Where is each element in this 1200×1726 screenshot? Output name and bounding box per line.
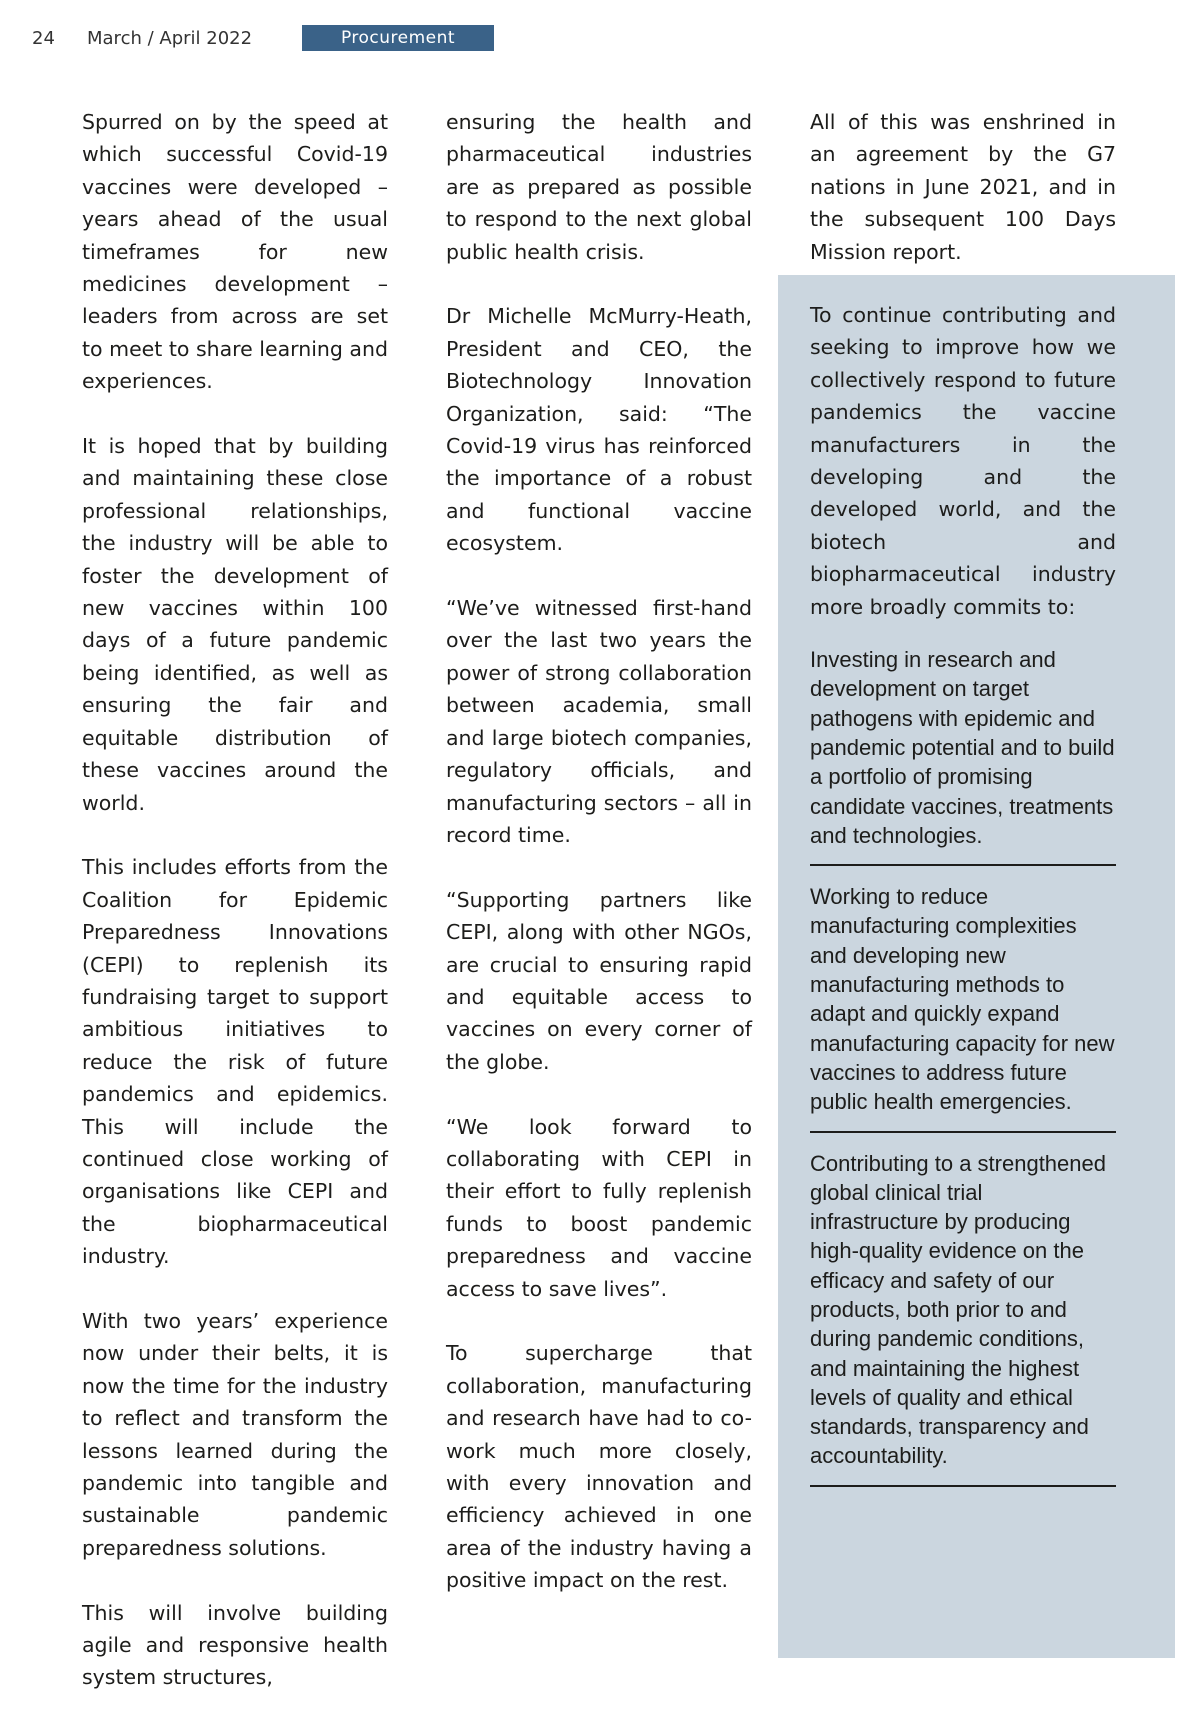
article-column-2	[446, 106, 752, 1629]
paragraph: To supercharge that collaboration, manufacturing and research have had to co-work much more closely, with every innovation and efficiency achieved in one area of the industry having a positive impact on the rest.	[446, 1341, 752, 1593]
page-number: 24	[32, 27, 55, 49]
paragraph: Dr Michelle McMurry-Heath, President and CEO, the Biotechnology Innovation Organization, said: “The Covid-19 virus has reinforced the importance of a robust and functional vaccine ecosystem.	[446, 304, 752, 556]
commitment-item: Investing in research and development on target pathogens with epidemic and pandemic potential and to build a portfolio of promising candidate vaccines, treatments and technologies.	[810, 645, 1116, 866]
paragraph: This will involve building agile and responsive health system structures,	[82, 1600, 388, 1690]
section-tag: Procurement	[302, 25, 494, 51]
sidebar-intro: To continue contributing and seeking to improve how we collectively respond to future pandemics the vaccine manufacturers in the developing and the developed world, and the biotech and biopharmaceutical industry more broadly commits to:	[810, 303, 1116, 619]
article-column-1	[82, 106, 388, 1726]
commitment-item: Contributing to a strengthened global clinical trial infrastructure by producing high-quality evidence on the efficacy and safety of our products, both prior to and during pandemic conditions, and maintaining the highest levels of quality and ethical standards, transparency and accountability.	[810, 1149, 1116, 1487]
paragraph: With two years’ experience now under their belts, it is now the time for the industry to reflect and transform the lessons learned during the pandemic into tangible and sustainable pandemic preparedness solutions.	[82, 1308, 388, 1560]
paragraph: “Supporting partners like CEPI, along with other NGOs, are crucial to ensuring rapid and equitable access to vaccines on every corner of the globe.	[446, 887, 752, 1074]
paragraph: This includes efforts from the Coalition for Epidemic Preparedness Innovations (CEPI) to replenish its fundraising target to support ambitious initiatives to reduce the risk of future pandemics and epidemics. This will include the continued close working of organisations like CEPI and the biopharmaceutical industry.	[82, 855, 388, 1269]
paragraph: “We’ve witnessed first-hand over the last two years the power of strong collaboration between academia, small and large biotech companies, regulatory officials, and manufacturing sectors – all in record time.	[446, 596, 752, 847]
issue-date: March / April 2022	[87, 27, 253, 49]
paragraph: “We look forward to collaborating with CEPI in their effort to fully replenish funds to boost pandemic preparedness and vaccine access to save lives”.	[446, 1114, 752, 1301]
paragraph: All of this was enshrined in an agreement by the G7 nations in June 2021, and in the subsequent 100 Days Mission report.	[810, 110, 1116, 264]
article-column-3	[810, 106, 1116, 268]
commitment-item: Working to reduce manufacturing complexities and developing new manufacturing methods to adapt and quickly expand manufacturing capacity for new vaccines to address future public health emergencies.	[810, 882, 1116, 1132]
paragraph: It is hoped that by building and maintaining these close professional relationships, the industry will be able to foster the development of new vaccines within 100 days of a future pandemic being identified, as well as ensuring the fair and equitable distribution of these vaccines around the world.	[82, 434, 388, 815]
page-header	[32, 24, 494, 52]
paragraph: ensuring the health and pharmaceutical industries are as prepared as possible to respond to the next global public health crisis.	[446, 110, 752, 264]
commitments-sidebar	[810, 299, 1116, 1503]
paragraph: Spurred on by the speed at which successful Covid-19 vaccines were developed – years ahead of the usual timeframes for new medicines development – leaders from across are set to meet to share learning and experiences.	[82, 110, 388, 394]
